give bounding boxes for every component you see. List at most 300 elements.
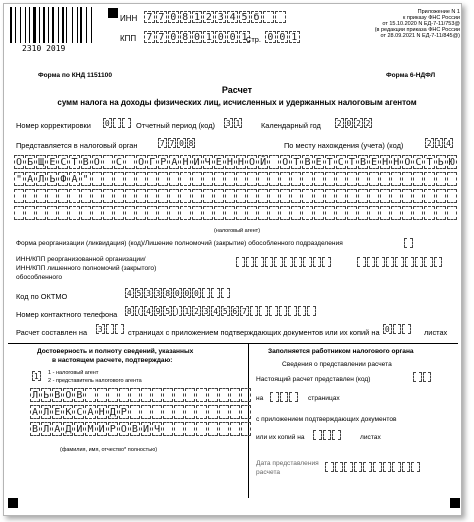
organization-name-cell xyxy=(158,206,168,220)
phone-cell: 6 xyxy=(232,307,238,316)
organization-name-cell xyxy=(424,172,434,186)
organization-name-cell: И xyxy=(192,155,202,169)
organization-name-cell xyxy=(69,206,79,220)
signer-name-cell: М xyxy=(85,422,95,436)
organization-name-cell xyxy=(280,206,290,220)
kpp-field[interactable] xyxy=(144,31,251,43)
organization-name-cell xyxy=(358,189,368,203)
kpp-cell: 0 xyxy=(227,31,238,43)
signer-name-cell xyxy=(219,422,229,436)
signer-name-cell xyxy=(130,405,140,419)
organization-name-cell xyxy=(358,172,368,186)
phone-cell xyxy=(250,306,259,316)
organization-name-cell xyxy=(92,206,102,220)
date-cell xyxy=(344,462,353,472)
organization-name-cell xyxy=(214,172,224,186)
reorg-inn-label: обособленного xyxy=(16,274,63,281)
organization-name-cell: Ч xyxy=(203,155,213,169)
phone-cell: 1 xyxy=(184,307,190,316)
submitted-label: Настоящий расчет представлен (код) xyxy=(256,376,371,383)
signer-name-cell xyxy=(174,422,184,436)
organization-name-cell: А xyxy=(169,155,179,169)
signer-name-cell: Ч xyxy=(152,422,162,436)
oktmo-cell: 3 xyxy=(146,289,151,298)
kpp-cell: 0 xyxy=(192,31,203,43)
submitted-code-field[interactable] xyxy=(413,372,432,382)
organization-name-cell: Ф xyxy=(58,172,68,186)
phone-label: Номер контактного телефона xyxy=(16,310,118,319)
reorg-cell xyxy=(404,238,413,248)
organization-name-cell: О xyxy=(280,155,290,169)
date-label: расчета xyxy=(256,469,281,476)
reorg-kpp-cell xyxy=(405,257,414,267)
organization-name-cell xyxy=(158,172,168,186)
signer-name-cell xyxy=(163,405,173,419)
phone-cell: 2 xyxy=(194,307,199,316)
period-cell: 1 xyxy=(235,119,241,128)
signer-name-cell: И xyxy=(97,422,107,436)
organization-name-cell xyxy=(147,206,157,220)
oktmo-field[interactable] xyxy=(125,288,231,298)
year-cell: 2 xyxy=(336,119,342,128)
reorg-inn-cell xyxy=(236,257,245,267)
signer-code-field[interactable] xyxy=(32,371,42,381)
organization-name-cell: Н xyxy=(380,155,390,169)
signer-name-cell xyxy=(196,405,206,419)
pages-label: Расчет составлен на xyxy=(16,328,88,337)
tax-authority-cell: 7 xyxy=(159,139,165,148)
phone-cell xyxy=(269,306,278,316)
organization-name-cell xyxy=(325,189,335,203)
tax-authority-cell: 7 xyxy=(169,139,175,148)
signer-name-cell: В xyxy=(130,422,140,436)
organization-name-cell xyxy=(258,172,268,186)
organization-name-cell xyxy=(302,206,312,220)
reorg-inn-cell xyxy=(294,257,303,267)
organization-name-cell xyxy=(413,206,423,220)
signer-name-cell: Д xyxy=(63,422,73,436)
tax-authority-field[interactable] xyxy=(158,138,196,148)
oktmo-cell: 3 xyxy=(155,289,161,298)
organization-name-field[interactable] xyxy=(14,155,458,223)
kpp-cell: 7 xyxy=(144,31,155,43)
phone-cell: 4 xyxy=(213,307,219,316)
organization-name-cell xyxy=(402,172,412,186)
organization-name-cell xyxy=(447,172,457,186)
organization-name-cell xyxy=(14,206,24,220)
year-field[interactable] xyxy=(335,118,373,128)
oktmo-cell: 5 xyxy=(136,289,142,298)
oktmo-cell: 8 xyxy=(165,289,171,298)
organization-name-cell xyxy=(25,206,35,220)
organization-name-cell xyxy=(125,189,135,203)
pages-field[interactable] xyxy=(96,324,125,334)
location-cell: 2 xyxy=(426,139,432,148)
signer-name-cell xyxy=(119,388,129,402)
signer-code-cell: 1 xyxy=(33,372,39,381)
appendix-line: Приложение N 1 xyxy=(417,9,460,15)
page-number-field[interactable] xyxy=(265,31,301,43)
organization-name-cell xyxy=(280,189,290,203)
signer-name-cell xyxy=(185,388,195,402)
inn-cell: 0 xyxy=(168,11,179,23)
sheets-word: листах xyxy=(360,434,381,441)
organization-name-cell xyxy=(336,189,346,203)
reorg-kpp-cell xyxy=(434,257,443,267)
phone-cell: 7 xyxy=(242,307,247,316)
organization-name-cell xyxy=(413,189,423,203)
phone-field[interactable] xyxy=(125,306,317,316)
reorg-inn-cell xyxy=(322,257,331,267)
pages-cell: 3 xyxy=(97,325,103,334)
reorg-kpp-cell xyxy=(395,257,404,267)
organization-name-cell xyxy=(147,172,157,186)
oktmo-cell: 0 xyxy=(174,289,180,298)
organization-name-cell xyxy=(424,189,434,203)
signer-option: 1 - налоговый агент xyxy=(48,370,99,376)
organization-name-cell: Щ xyxy=(36,155,46,169)
attach-cell xyxy=(402,324,411,334)
year-cell: 0 xyxy=(346,119,352,128)
barcode-image xyxy=(10,7,95,43)
appendix-line: (в редакции приказа ФНС России xyxy=(374,27,460,33)
organization-name-row xyxy=(14,155,458,169)
organization-name-cell xyxy=(125,206,135,220)
organization-name-cell xyxy=(136,172,146,186)
form-title: Расчет xyxy=(221,85,253,95)
organization-name-cell xyxy=(369,172,379,186)
reorg-label: Форма реорганизации (ликвидация) (код)/Лишение полномочий (закрытие) обособленного подразделения xyxy=(16,240,343,247)
signer-name-cell: Д xyxy=(108,405,118,419)
reorg-inn-cell xyxy=(303,257,312,267)
organization-name-cell: С xyxy=(336,155,346,169)
inn-cell: 1 xyxy=(192,11,203,23)
organization-name-cell xyxy=(269,206,279,220)
organization-name-cell xyxy=(347,172,357,186)
organization-name-cell xyxy=(302,172,312,186)
organization-name-cell xyxy=(247,172,257,186)
signer-name-cell: В xyxy=(74,388,84,402)
kpp-cell: 1 xyxy=(203,31,214,43)
signer-name-cell xyxy=(108,388,118,402)
sheets-label: листах xyxy=(424,328,448,337)
organization-name-cell xyxy=(58,189,68,203)
pages-cell xyxy=(115,324,124,334)
organization-name-cell xyxy=(58,206,68,220)
organization-name-cell xyxy=(114,189,124,203)
signer-option: 2 - представитель налогового агента xyxy=(48,378,142,384)
signer-name-cell xyxy=(230,388,240,402)
signer-name-cell: Л xyxy=(41,405,51,419)
signer-name-cell xyxy=(85,388,95,402)
year-cell: 2 xyxy=(365,119,371,128)
organization-name-cell xyxy=(203,206,213,220)
phone-cell: ( xyxy=(136,307,142,316)
inn-cell: 4 xyxy=(227,11,238,23)
phone-cell: 8 xyxy=(126,307,132,316)
inn-cell: 8 xyxy=(180,11,191,23)
with-docs-label: с приложением подтверждающих документов xyxy=(256,416,397,423)
year-cell: 2 xyxy=(356,119,361,128)
signer-name-cell xyxy=(208,388,218,402)
organization-name-cell xyxy=(402,189,412,203)
inn-field[interactable] xyxy=(144,11,287,23)
organization-name-cell: Н xyxy=(180,155,190,169)
organization-name-cell: Т xyxy=(69,155,79,169)
organization-name-cell: " xyxy=(81,172,91,186)
appendix-line: от 15.10.2020 N ЕД-7-11/753@ xyxy=(382,21,460,27)
signer-name-cell: Р xyxy=(119,405,129,419)
signer-name-cell xyxy=(185,422,195,436)
inn-cell xyxy=(263,11,274,23)
organization-name-cell: " xyxy=(14,172,24,186)
inn-cell xyxy=(275,11,286,23)
phone-cell: ) xyxy=(174,307,180,316)
officer-heading: Заполняется работником налогового органа xyxy=(268,348,414,355)
inn-cell: 3 xyxy=(215,11,226,23)
organization-name-cell: Е xyxy=(369,155,379,169)
signer-heading: в настоящем расчете, подтверждаю: xyxy=(52,357,173,364)
oktmo-cell xyxy=(221,288,230,298)
organization-name-cell: Т xyxy=(291,155,301,169)
phone-cell: 5 xyxy=(165,307,171,316)
organization-name-cell: Е xyxy=(314,155,324,169)
barcode-number: 2310 2019 xyxy=(22,44,66,53)
period-field[interactable] xyxy=(224,118,243,128)
officer-pages-cell xyxy=(280,392,289,402)
signer-name-row xyxy=(30,405,252,419)
attach-field[interactable] xyxy=(383,324,412,334)
organization-name-cell xyxy=(314,172,324,186)
organization-name-cell xyxy=(214,206,224,220)
signer-name-cell xyxy=(196,388,206,402)
reorg-kpp-cell xyxy=(386,257,395,267)
organization-name-cell xyxy=(258,189,268,203)
organization-name-cell xyxy=(103,189,113,203)
period-label: Отчетный период (код) xyxy=(136,121,215,130)
organization-name-cell: Г xyxy=(147,155,157,169)
date-cell xyxy=(354,462,363,472)
signer-name-cell xyxy=(208,422,218,436)
inn-cell: 7 xyxy=(144,11,155,23)
signer-name-cell: В xyxy=(30,422,40,436)
organization-name-cell xyxy=(180,172,190,186)
tax-authority-cell: 0 xyxy=(179,139,184,148)
signer-name-cell xyxy=(141,405,151,419)
organization-name-cell xyxy=(391,172,401,186)
organization-name-row xyxy=(14,189,458,203)
organization-name-cell: Н xyxy=(225,155,235,169)
signer-name-cell xyxy=(241,422,251,436)
organization-name-cell xyxy=(92,172,102,186)
organization-name-cell xyxy=(103,206,113,220)
phone-cell xyxy=(307,306,316,316)
form-code: Форма 6-НДФЛ xyxy=(386,72,436,79)
location-field[interactable] xyxy=(425,138,454,148)
organization-name-cell: О xyxy=(92,155,102,169)
reorg-kpp-field[interactable] xyxy=(357,257,443,267)
signer-name-cell: К xyxy=(63,405,73,419)
organization-name-cell xyxy=(47,189,57,203)
oktmo-cell: 0 xyxy=(194,289,199,298)
organization-name-cell: Ю xyxy=(447,155,457,169)
organization-name-cell xyxy=(36,189,46,203)
date-cell xyxy=(325,462,334,472)
reorg-field[interactable] xyxy=(404,238,414,248)
organization-name-cell: Ь xyxy=(47,172,57,186)
signer-name-cell: Л xyxy=(41,422,51,436)
oktmo-label: Код по ОКТМО xyxy=(16,292,68,301)
organization-name-cell xyxy=(14,189,24,203)
organization-name-row xyxy=(14,206,458,220)
organization-name-cell xyxy=(103,172,113,186)
organization-name-cell: О xyxy=(136,155,146,169)
signer-name-cell: Е xyxy=(52,405,62,419)
oktmo-cell xyxy=(211,288,220,298)
phone-cell xyxy=(288,306,297,316)
kpp-cell: 8 xyxy=(180,31,191,43)
signer-name-cell xyxy=(130,388,140,402)
organization-name-cell xyxy=(413,172,423,186)
organization-name-cell: С xyxy=(58,155,68,169)
organization-name-cell: С xyxy=(114,155,124,169)
organization-name-cell xyxy=(391,206,401,220)
date-field[interactable] xyxy=(325,462,421,472)
page-cell: 0 xyxy=(277,31,288,43)
phone-cell: 4 xyxy=(146,307,151,316)
organization-name-cell xyxy=(369,206,379,220)
pages-word: страницах xyxy=(308,395,340,402)
signer-name-cell xyxy=(163,388,173,402)
officer-pages-cell xyxy=(270,392,279,402)
organization-name-cell xyxy=(136,206,146,220)
organization-name-cell xyxy=(280,172,290,186)
organization-name-cell xyxy=(325,172,335,186)
organization-name-cell: Т xyxy=(424,155,434,169)
organization-name-cell xyxy=(203,189,213,203)
organization-name-cell xyxy=(347,206,357,220)
officer-sheets-cell xyxy=(332,430,341,440)
correction-cell xyxy=(122,118,131,128)
correction-label: Номер корректировки xyxy=(16,121,91,130)
organization-name-cell xyxy=(236,172,246,186)
signer-name-cell xyxy=(241,405,251,419)
organization-name-cell xyxy=(369,189,379,203)
submitted-code-cell xyxy=(423,372,432,382)
reorg-kpp-cell xyxy=(376,257,385,267)
organization-name-cell xyxy=(69,189,79,203)
organization-name-cell xyxy=(158,189,168,203)
reorg-inn-cell xyxy=(246,257,255,267)
organization-name-cell xyxy=(125,172,135,186)
organization-name-cell xyxy=(380,189,390,203)
signer-name-cell: Р xyxy=(108,422,118,436)
section-divider xyxy=(8,343,458,344)
organization-name-cell: Е xyxy=(214,155,224,169)
organization-name-cell xyxy=(169,172,179,186)
organization-name-cell xyxy=(325,206,335,220)
signer-name-cell xyxy=(219,405,229,419)
date-cell xyxy=(383,462,392,472)
signer-name-cell: А xyxy=(30,405,40,419)
signer-name-cell xyxy=(163,422,173,436)
organization-name-cell xyxy=(136,189,146,203)
organization-name-cell: Т xyxy=(325,155,335,169)
organization-name-cell xyxy=(169,189,179,203)
organization-name-cell xyxy=(447,189,457,203)
reorg-inn-label: ИНН/КПП лишенного полномочий (закрытого) xyxy=(16,265,157,272)
inn-cell: 5 xyxy=(239,11,250,23)
date-cell xyxy=(411,462,420,472)
signer-name-cell: Ь xyxy=(41,388,51,402)
organization-name-cell: О xyxy=(402,155,412,169)
organization-name-cell xyxy=(436,172,446,186)
appendix-line: от 28.09.2021 N ЕД-7-11/845@) xyxy=(380,33,460,39)
organization-name-cell: Т xyxy=(347,155,357,169)
signer-name-cell: В xyxy=(52,388,62,402)
agent-caption: (налоговый агент) xyxy=(213,228,261,234)
signer-name-cell xyxy=(97,388,107,402)
signer-name-cell: И xyxy=(141,422,151,436)
year-label: Календарный год xyxy=(261,121,321,130)
signer-name-cell: Л xyxy=(30,388,40,402)
period-cell: 3 xyxy=(225,119,231,128)
oktmo-cell xyxy=(202,288,211,298)
reorg-inn-field[interactable] xyxy=(236,257,332,267)
officer-sheets-field[interactable] xyxy=(313,430,342,440)
organization-name-cell xyxy=(269,172,279,186)
organization-name-cell: О xyxy=(247,155,257,169)
tax-authority-label: Представляется в налоговый орган xyxy=(16,141,138,150)
appendix-note xyxy=(330,9,460,39)
signer-name-cell: О xyxy=(63,388,73,402)
organization-name-cell xyxy=(302,189,312,203)
organization-name-cell xyxy=(236,189,246,203)
organization-name-cell: Й xyxy=(258,155,268,169)
signer-name-cell xyxy=(174,405,184,419)
submitted-code-cell xyxy=(413,372,422,382)
organization-name-cell xyxy=(192,189,202,203)
organization-name-cell xyxy=(291,189,301,203)
signer-name-cell xyxy=(174,388,184,402)
reorg-inn-cell xyxy=(284,257,293,267)
kpp-label: КПП xyxy=(120,34,137,43)
date-cell xyxy=(392,462,401,472)
signer-name-cell xyxy=(208,405,218,419)
signer-name-cell xyxy=(241,388,251,402)
organization-name-cell xyxy=(214,189,224,203)
signer-name-cell xyxy=(230,422,240,436)
oktmo-cell: 0 xyxy=(184,289,190,298)
officer-pages-field[interactable] xyxy=(270,392,299,402)
reorg-kpp-cell xyxy=(424,257,433,267)
phone-cell: 5 xyxy=(222,307,228,316)
form-subtitle: сумм налога на доходы физических лиц, исчисленных и удержанных налоговым агентом xyxy=(57,98,417,107)
corner-marker xyxy=(450,498,460,508)
correction-field[interactable] xyxy=(103,118,132,128)
kpp-cell: 7 xyxy=(156,31,167,43)
organization-name-cell: Н xyxy=(391,155,401,169)
location-cell: 1 xyxy=(436,139,442,148)
organization-name-cell xyxy=(147,189,157,203)
correction-cell: 0 xyxy=(104,119,110,128)
corner-marker xyxy=(8,498,18,508)
organization-name-cell xyxy=(169,206,179,220)
organization-name-cell xyxy=(114,206,124,220)
signer-name-field[interactable] xyxy=(30,388,252,439)
reorg-inn-label: ИНН/КПП реорганизованной организации/ xyxy=(16,256,146,263)
signer-name-cell xyxy=(219,388,229,402)
